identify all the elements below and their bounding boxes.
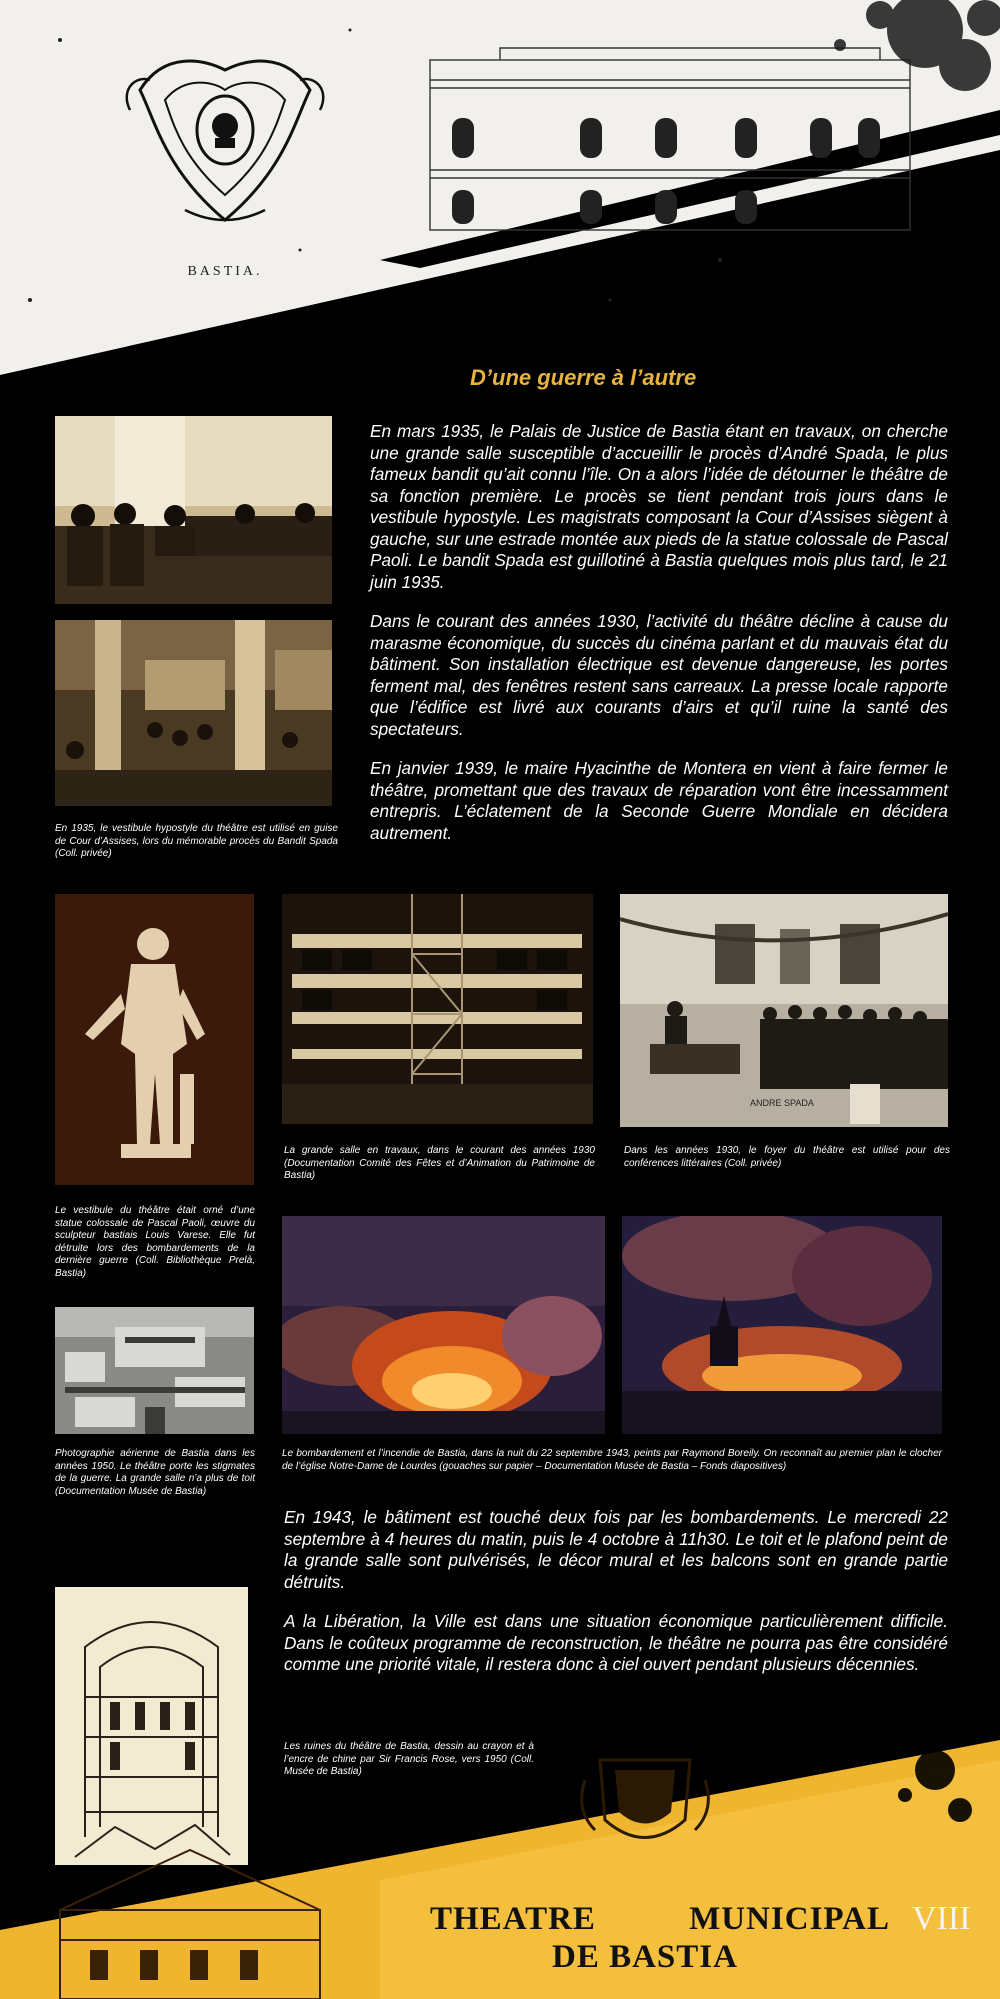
photo-inscription: ANDRE SPADA xyxy=(750,1098,814,1108)
trial-photo-2 xyxy=(55,620,332,806)
paragraph-theatre-decline: Dans le courant des années 1930, l’activité du théâtre décline à cause du marasme économique, du succès du cinéma parlant et du mauvais état du bâtiment. Son installation électrique est devenue dangereuse, les portes ferment mal, des fenêtres restent sans carreaux. La presse locale rapporte que l’édifice est livré aux courants d’airs et qu’il ruine la santé des spectateurs. xyxy=(370,611,948,739)
caption-bombing: Le bombardement et l’incendie de Bastia, dans la nuit du 22 septembre 1943, peints par Raymond Boreily. On reconnaît au premier plan le clocher de l’église Notre-Dame de Lourdes (gouaches sur papier – Documentation Musée de Bastia – Fonds diapositives) xyxy=(282,1448,942,1472)
caption-trial: En 1935, le vestibule hypostyle du théâtre est utilisé en guise de Cour d’Assises, lors du mémorable procès du Bandit Spada (Coll. privée) xyxy=(55,823,338,859)
bombing-painting-2 xyxy=(622,1216,942,1434)
bombing-painting-1 xyxy=(282,1216,605,1434)
foyer-conference-photo xyxy=(620,894,948,1127)
crest-label: BASTIA. xyxy=(187,264,263,279)
header-engraving xyxy=(0,0,1000,420)
caption-aerial: Photographie aérienne de Bastia dans les années 1950. Le théâtre porte les stigmates de la guerre. La grande salle n’a plus de toit (Documentation Musée de Bastia) xyxy=(55,1448,255,1497)
caption-foyer: Dans les années 1930, le foyer du théâtre est utilisé pour des conférences littéraires (Coll. privée) xyxy=(624,1145,950,1169)
hall-works-photo xyxy=(282,894,593,1124)
caption-statue: Le vestibule du théâtre était orné d’une statue colossale de Pascal Paoli, œuvre du sculpteur bastiais Louis Varese. Elle fut détruite lors des bombardements de la dernière guerre (Coll. Bibliothèque Prelà, Bastia) xyxy=(55,1205,255,1279)
section-title: D’une guerre à l’autre xyxy=(470,365,697,390)
footer-title-word-1: THEATRE xyxy=(430,1901,596,1937)
trial-photo-1 xyxy=(55,416,332,604)
aerial-photo xyxy=(55,1307,254,1434)
paragraph-spada-trial: En mars 1935, le Palais de Justice de Bastia étant en travaux, on cherche une grande salle susceptible d’accueillir le procès d’André Spada, le plus fameux bandit qu’ait connu l’île. On a alors l’idée de détourner le théâtre de sa fonction première. Le procès se tient pendant trois jours dans le vestibule hypostyle. Les magistrats composant la Cour d’Assises siègent à gauche, sur une estrade montée aux pieds de la statue colossale de Pascal Paoli. Le bandit Spada est guillotiné à Bastia quelques mois plus tard, le 21 juin 1935. xyxy=(370,421,948,592)
footer-title xyxy=(430,1900,890,1976)
caption-hall-works: La grande salle en travaux, dans le courant des années 1930 (Documentation Comité des Fêtes et d’Animation du Patrimoine de Bastia) xyxy=(284,1145,595,1181)
caption-ruins: Les ruines du théâtre de Bastia, dessin au crayon et à l’encre de chine par Sir Francis Rose, vers 1950 (Coll. Musée de Bastia) xyxy=(284,1741,534,1777)
paoli-statue-photo xyxy=(55,894,254,1185)
paragraph-closure-1939: En janvier 1939, le maire Hyacinthe de Montera en vient à faire fermer le théâtre, promettant que des travaux de réparation vont être incessamment entrepris. L’éclatement de la Seconde Guerre Mondiale en décidera autrement. xyxy=(370,758,948,843)
paragraph-bombing-1943: En 1943, le bâtiment est touché deux fois par les bombardements. Le mercredi 22 septembre à 4 heures du matin, puis le 4 octobre à 11h30. Le toit et le plafond peint de la grande salle sont pulvérisés, le décor mural et les balcons sont en grande partie détruits. xyxy=(284,1507,948,1592)
footer-title-word-2: MUNICIPAL xyxy=(689,1901,890,1937)
footer-title-line-2: DE BASTIA xyxy=(552,1939,738,1975)
paragraph-liberation: A la Libération, la Ville est dans une situation économique particulièrement difficile. Dans le coûteux programme de reconstruction, le théâtre ne pourra pas être considéré comme une priorité vitale, il restera donc à ciel ouvert pendant plusieurs décennies. xyxy=(284,1611,948,1674)
text-block-bottom xyxy=(284,1507,948,1694)
text-block-top xyxy=(370,421,948,862)
panel-number: VIII xyxy=(912,1900,971,1937)
